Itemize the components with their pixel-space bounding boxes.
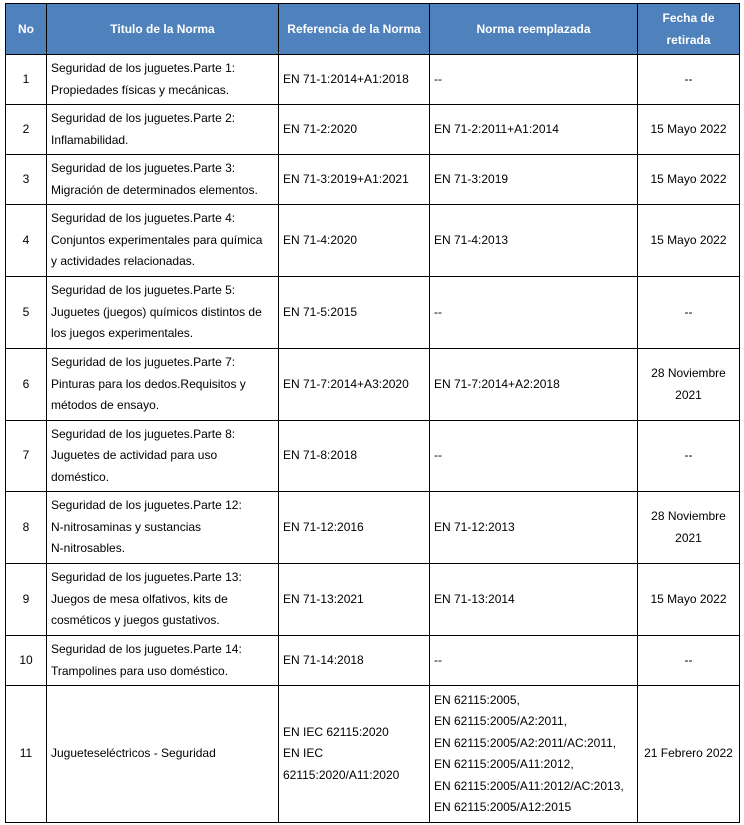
cell-date [638,105,740,155]
cell-no: 9 [6,564,47,636]
cell-reference [279,155,430,205]
table-row [6,277,740,349]
table-row [6,636,740,686]
cell-title-line: Seguridad de los juguetes.Parte 12: [51,498,242,513]
cell-reference-line: EN 71-14:2018 [283,652,364,667]
cell-replaced-line: EN 71-2:2011+A1:2014 [434,121,559,136]
cell-reference-line: EN 71-5:2015 [283,304,358,319]
cell-replaced [430,349,638,421]
cell-reference [279,349,430,421]
table-row [6,105,740,155]
table-header-row [6,4,740,55]
table-row [6,55,740,105]
cell-reference-line: EN IEC 62115:2020 [283,724,389,739]
cell-reference-line: EN 71-2:2020 [283,121,358,136]
cell-title-line: Seguridad de los juguetes.Parte 7: [51,355,236,370]
cell-replaced [430,277,638,349]
cell-reference [279,492,430,564]
cell-no: 4 [6,205,47,277]
cell-reference-line: EN 71-7:2014+A3:2020 [283,376,409,391]
cell-reference [279,686,430,823]
table-row [6,155,740,205]
cell-title [47,564,279,636]
cell-replaced-line: EN 71-3:2019 [434,171,509,186]
cell-title [47,105,279,155]
cell-replaced-line: EN 71-4:2013 [434,232,509,247]
table-row [6,421,740,492]
cell-date [638,55,740,105]
cell-replaced-line: -- [434,448,442,463]
cell-no: 3 [6,155,47,205]
cell-replaced-line: EN 62115:2005/A2:2011/AC:2011, [434,735,617,750]
cell-date [638,205,740,277]
cell-replaced-line: -- [434,652,442,667]
cell-title-line: Conjuntos experimentales para química [51,232,263,247]
cell-no: 6 [6,349,47,421]
cell-reference [279,421,430,492]
cell-replaced-line: EN 62115:2005/A11:2012, [434,757,574,771]
cell-title [47,205,279,277]
cell-date-line: 28 Noviembre [651,366,726,380]
cell-reference [279,205,430,277]
cell-date-line: 15 Mayo 2022 [650,171,727,186]
cell-title-line: Migración de determinados elementos. [51,182,258,197]
cell-date [638,155,740,205]
table-row [6,205,740,277]
cell-date-line: -- [684,652,693,667]
cell-date [638,349,740,421]
header-replaced: Norma reemplazada [430,4,638,55]
table-row [6,686,740,823]
cell-date-line: 15 Mayo 2022 [650,591,727,606]
cell-no: 1 [6,55,47,105]
cell-title-line: los juegos experimentales. [51,326,194,341]
cell-title-line: Juegos de mesa olfativos, kits de [51,591,228,606]
cell-date-line: 15 Mayo 2022 [650,121,727,136]
cell-date [638,277,740,349]
cell-replaced [430,636,638,686]
header-withdrawal-date: Fecha de retirada [638,4,740,55]
cell-reference-line: EN 71-8:2018 [283,448,358,463]
cell-reference-line: EN 71-12:2016 [283,519,364,534]
cell-title [47,421,279,492]
cell-replaced [430,421,638,492]
cell-replaced-line: EN 71-13:2014 [434,591,515,606]
cell-replaced [430,155,638,205]
cell-date-line: 2021 [675,387,702,402]
cell-replaced-line: EN 71-12:2013 [434,519,515,534]
cell-no: 7 [6,421,47,492]
cell-no: 8 [6,492,47,564]
cell-replaced-line: -- [434,71,442,86]
cell-reference [279,55,430,105]
cell-title [47,686,279,823]
cell-title-line: doméstico. [51,469,110,484]
cell-title-line: Juguetes de actividad para uso [51,448,218,463]
cell-reference [279,105,430,155]
cell-date-line: 15 Mayo 2022 [650,232,727,247]
cell-reference [279,636,430,686]
cell-title-line: Seguridad de los juguetes.Parte 5: [51,283,236,298]
header-reference: Referencia de la Norma [279,4,430,55]
cell-title-line: N-nitrosaminas y sustancias [51,519,202,534]
cell-title-line: Seguridad de los juguetes.Parte 2: [51,111,236,125]
cell-title [47,55,279,105]
cell-date-line: -- [684,448,693,463]
cell-title-line: Seguridad de los juguetes.Parte 1: [51,61,236,75]
cell-replaced [430,105,638,155]
cell-reference-line: EN 71-4:2020 [283,232,358,247]
cell-title-line: N-nitrosables. [51,541,126,556]
cell-replaced-line: EN 62115:2005, [434,692,520,707]
cell-title-line: métodos de ensayo. [51,398,160,413]
cell-title-line: Seguridad de los juguetes.Parte 3: [51,161,236,175]
cell-title-line: Seguridad de los juguetes.Parte 8: [51,426,236,441]
cell-no: 2 [6,105,47,155]
cell-replaced-line: EN 62115:2005/A2:2011, [434,714,567,728]
cell-reference-line: EN 71-3:2019+A1:2021 [283,171,409,186]
cell-replaced [430,55,638,105]
cell-title [47,155,279,205]
cell-date [638,564,740,636]
cell-reference [279,277,430,349]
cell-title-line: Inflamabilidad. [51,132,129,147]
cell-replaced-line: EN 71-7:2014+A2:2018 [434,376,560,391]
cell-replaced-line: EN 62115:2005/A12:2015 [434,800,572,814]
cell-no: 10 [6,636,47,686]
cell-title-line: Trampolines para uso doméstico. [51,663,228,678]
cell-replaced [430,492,638,564]
cell-title-line: y actividades relacionadas. [51,254,196,269]
cell-reference-line: EN 71-1:2014+A1:2018 [283,71,409,86]
cell-date-line: 21 Febrero 2022 [644,746,733,761]
cell-title-line: Pinturas para los dedos.Requisitos y [51,376,246,391]
cell-title-line: Jugueteseléctricos - Seguridad [51,746,216,761]
cell-reference-line: 62115:2020/A11:2020 [283,767,400,782]
cell-replaced [430,205,638,277]
cell-no: 11 [6,686,47,823]
cell-title [47,277,279,349]
cell-date [638,421,740,492]
standards-table [5,3,740,823]
cell-replaced [430,564,638,636]
cell-replaced-line: EN 62115:2005/A11:2012/AC:2013, [434,778,624,793]
cell-no: 5 [6,277,47,349]
cell-date-line: -- [684,71,693,86]
cell-replaced-line: -- [434,304,442,319]
cell-date [638,636,740,686]
header-no: No [6,4,47,55]
table-row [6,349,740,421]
cell-date [638,492,740,564]
cell-title [47,349,279,421]
cell-title-line: Propiedades físicas y mecánicas. [51,82,230,97]
cell-title-line: cosméticos y juegos gustativos. [51,613,220,628]
cell-title-line: Juguetes (juegos) químicos distintos de [51,304,262,319]
cell-date-line: 28 Noviembre [651,509,726,523]
header-title: Titulo de la Norma [47,4,279,55]
cell-date-line: -- [684,304,693,319]
cell-title-line: Seguridad de los juguetes.Parte 13: [51,570,242,585]
cell-title-line: Seguridad de los juguetes.Parte 14: [51,642,242,656]
cell-date-line: 2021 [675,530,702,545]
cell-reference-line: EN IEC [283,746,324,761]
table-row [6,564,740,636]
cell-title [47,636,279,686]
cell-date [638,686,740,823]
cell-replaced [430,686,638,823]
table-row [6,492,740,564]
cell-reference-line: EN 71-13:2021 [283,591,364,606]
cell-title-line: Seguridad de los juguetes.Parte 4: [51,211,236,226]
cell-title [47,492,279,564]
cell-reference [279,564,430,636]
